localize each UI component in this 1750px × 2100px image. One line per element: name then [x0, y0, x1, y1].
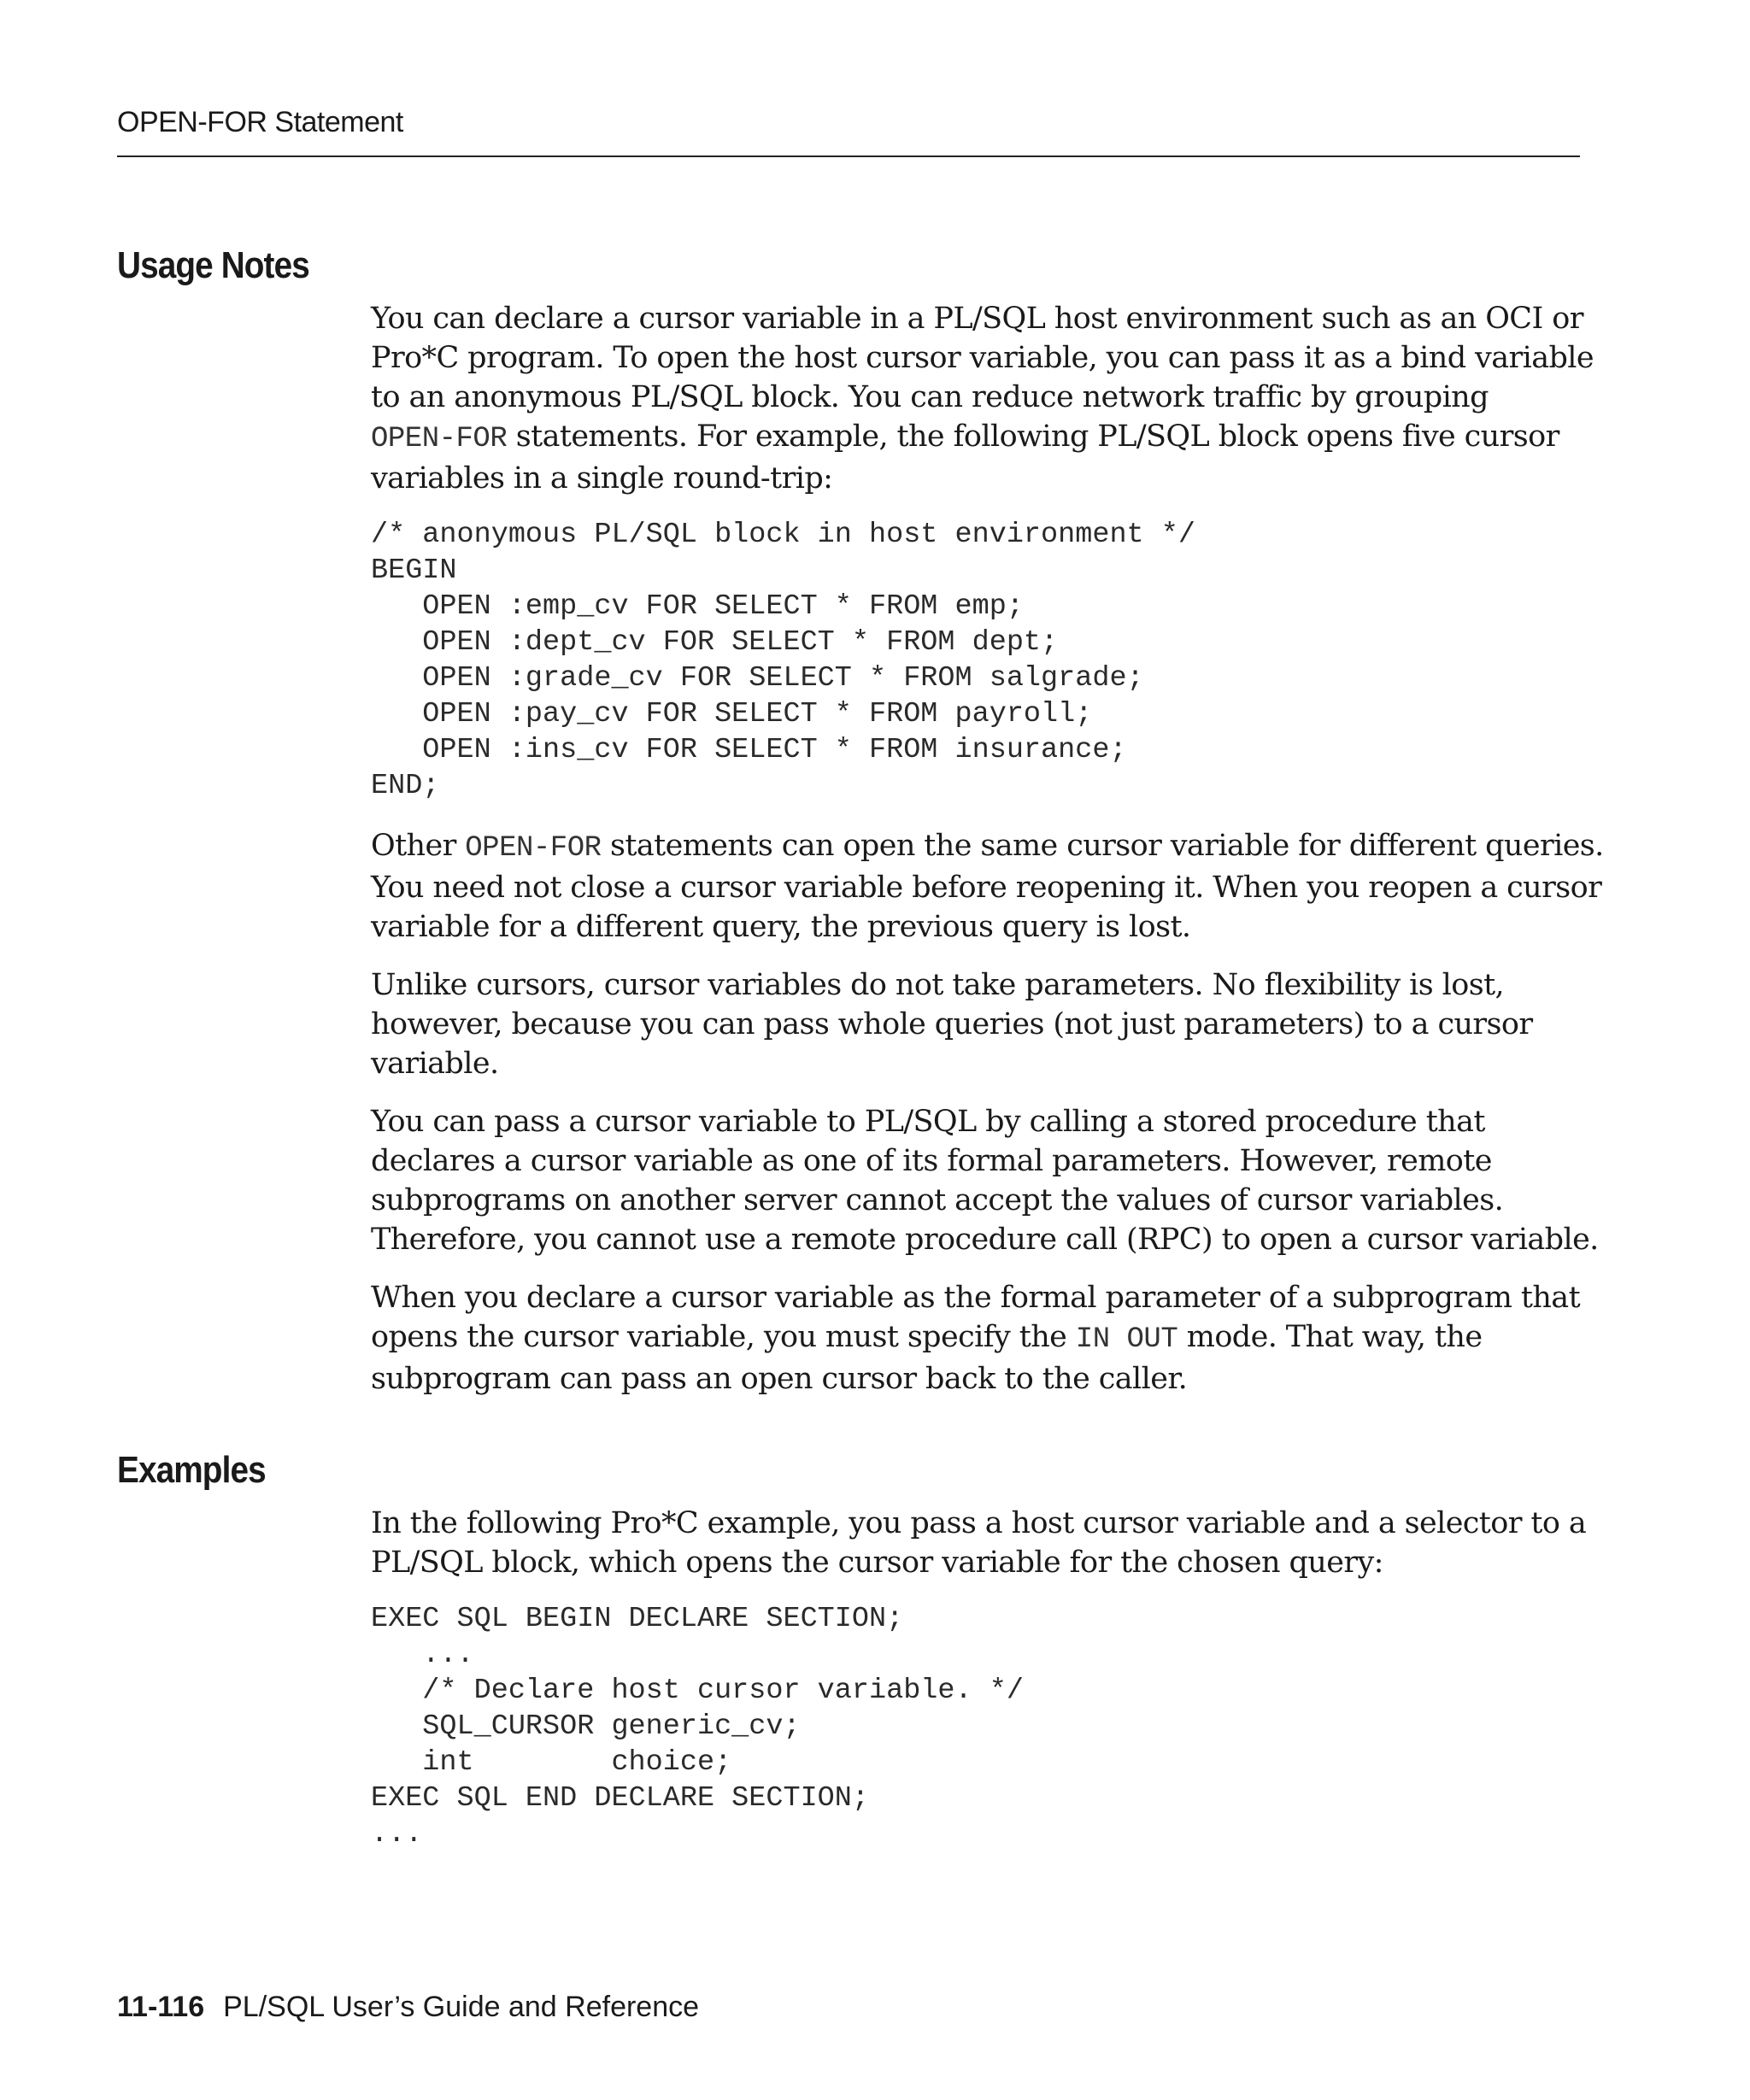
code-block-anonymous-block [371, 517, 1584, 804]
usage-notes-paragraph-3: Unlike cursors, cursor variables do not take parameters. No flexibility is lost, however, because you can pass whole queries (not just parameters) to a cursor variable. [371, 968, 1533, 1081]
page-number: 11-116 [117, 1991, 205, 2023]
page-footer [117, 1991, 699, 2024]
book-title: PL/SQL User’s Guide and Reference [223, 1991, 700, 2023]
code-line: OPEN :pay_cv FOR SELECT * FROM payroll; [371, 698, 1093, 730]
examples-body [371, 1504, 1587, 1874]
code-line: /* Declare host cursor variable. */ [371, 1675, 1024, 1707]
usage-notes-heading: Usage Notes [117, 244, 309, 286]
running-header: OPEN-FOR Statement [117, 106, 403, 138]
code-line: EXEC SQL END DECLARE SECTION; [371, 1782, 869, 1815]
code-line: OPEN :dept_cv FOR SELECT * FROM dept; [371, 626, 1059, 659]
examples-heading: Examples [117, 1449, 266, 1491]
usage-notes-paragraph-2: Other OPEN-FOR statements can open the same cursor variable for different queries. You need not close a cursor variable before reopening it. When you reopen a cursor variable for a different query, the previous query is lost. [371, 829, 1604, 944]
usage-notes-paragraph-4: You can pass a cursor variable to PL/SQL by calling a stored procedure that declares a cursor variable as one of its formal parameters. However, remote subprograms on another server cannot accept the values of cursor variables. Therefore, you cannot use a remote procedure call (RPC) to open a cursor variable. [371, 1105, 1599, 1257]
usage-notes-paragraph-5: When you declare a cursor variable as the formal parameter of a subprogram that opens the cursor variable, you must specify the IN OUT mode. That way, the subprogram can pass an open cursor back to the caller. [371, 1281, 1581, 1396]
code-line: ... [371, 1639, 474, 1671]
code-line: BEGIN [371, 554, 457, 587]
code-line: END; [371, 770, 440, 802]
code-line: EXEC SQL BEGIN DECLARE SECTION; [371, 1603, 904, 1635]
code-line: OPEN :emp_cv FOR SELECT * FROM emp; [371, 590, 1024, 623]
inline-code-in-out: IN OUT [1075, 1323, 1178, 1356]
examples-paragraph-1: In the following Pro*C example, you pass a host cursor variable and a selector to a PL/SQL block, which opens the cursor variable for the chosen query: [371, 1506, 1587, 1580]
usage-notes-paragraph-1: You can declare a cursor variable in a PL/SQL host environment such as an OCI or Pro*C program. To open the host cursor variable, you can pass it as a bind variable to an anonymous PL/SQL block. You can reduce network traffic by grouping OPEN-FOR statements. For example, the following PL/SQL block opens five cursor variables in a single round-trip: [371, 302, 1594, 496]
header-rule [117, 155, 1580, 157]
code-line: /* anonymous PL/SQL block in host environment */ [371, 519, 1195, 551]
code-line: OPEN :grade_cv FOR SELECT * FROM salgrade; [371, 662, 1144, 695]
usage-notes-body [371, 299, 1604, 1417]
inline-code-open-for: OPEN-FOR [465, 832, 602, 865]
code-line: SQL_CURSOR generic_cv; [371, 1710, 801, 1743]
code-block-proc-example [371, 1601, 1584, 1852]
code-line: OPEN :ins_cv FOR SELECT * FROM insurance; [371, 734, 1127, 766]
code-line: ... [371, 1818, 423, 1851]
code-line: int choice; [371, 1746, 732, 1779]
inline-code-open-for: OPEN-FOR [371, 423, 508, 455]
